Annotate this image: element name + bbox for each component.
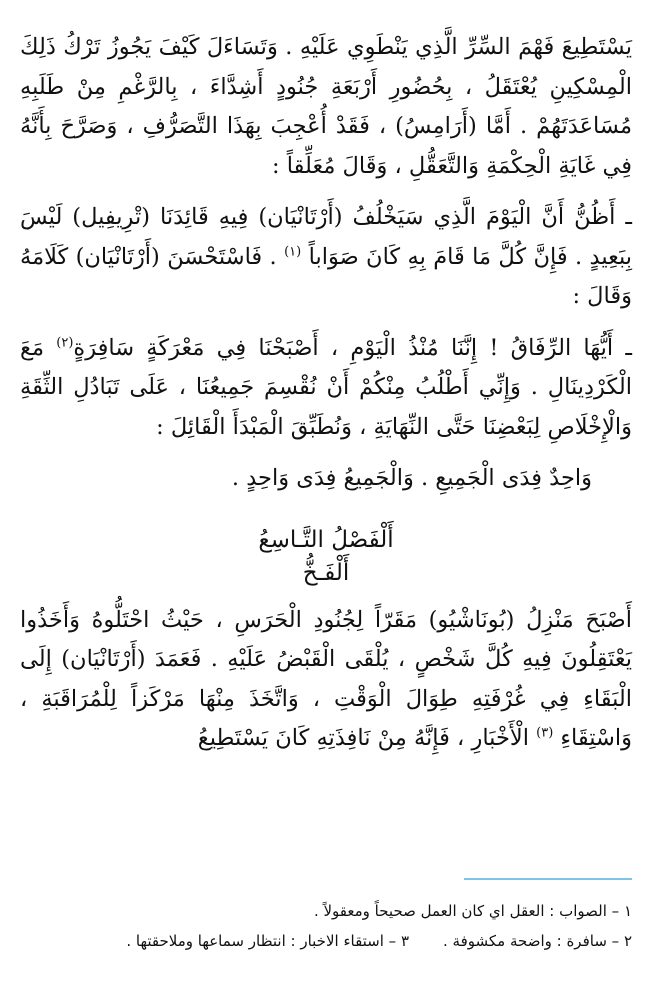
paragraph-3-text: ـ أَيُّهَا الرِّفَاقُ ! إِنَّنَا مُنْذُ الْيَوْمِ ، أَصْبَحْنَا فِي مَعْرَكَةٍ سَافِرَةٍ	[73, 334, 632, 361]
chapter-title: أَلْفَصْلُ التَّـاسِعُ	[258, 526, 394, 553]
paragraph-2	[20, 198, 632, 317]
paragraph-2-text: ـ أَظُنُّ أَنَّ الْيَوْمَ الَّذِي سَيَخْلُفُ (أَرْتَانْيَان) فِيهِ قَائِدَنَا (تْرِيفِيل) لَيْسَ بِبَعِيدٍ . فَإِنَّ كُلَّ مَا قَامَ بِهِ كَانَ صَوَاباً	[20, 204, 633, 270]
paragraph-5	[20, 601, 632, 759]
footnote-ref-1: (١)	[284, 244, 302, 259]
paragraph-5-text: أَصْبَحَ مَنْزِلُ (بُونَاشْيُو) مَقَرّاً لِجُنُودِ الْحَرَسِ ، حَيْثُ احْتَلُّوهُ وَأَخَذُوا يَعْتَقِلُونَ فِيهِ كُلَّ شَخْصٍ ، يُلْقَى الْقَبْضُ عَلَيْهِ . فَعَمَدَ (أَرْتَانْيَان) إِلَى الْبَقَاءِ فِي غُرْفَتِهِ طِوَالَ الْوَقْتِ ، وَاتَّخَذَ مِنْهَا مَرْكَزاً لِلْمُرَاقَبَةِ ، وَاسْتِقَاءِ	[20, 606, 632, 751]
paragraph-3	[20, 329, 632, 448]
paragraph-2-tail: . فَاسْتَحْسَنَ (أَرْتَانْيَان) كَلَامَهُ وَقَالَ :	[20, 243, 632, 309]
paragraph-3-tail: مَعَ الْكَرْدِينَالِ . وَإِنِّي أَطْلُبُ مِنْكُمْ أَنْ نُقْسِمَ جَمِيعُنَا ، عَلَى تَبَادُلِ الثِّقَةِ وَالْإِخْلَاصِ لِبَعْضِنَا حَتَّى النِّهَايَةِ ، وَنُطَبِّقَ الْمَبْدَأَ الْقَائِلَ :	[20, 334, 632, 440]
paragraph-5-tail: الْأَخْبَارِ ، فَإِنَّهُ مِنْ نَافِذَتِهِ كَانَ يَسْتَطِيعُ	[197, 725, 529, 751]
chapter-subtitle: أَلْفَـخُّ	[302, 559, 350, 586]
footnote-row-2	[20, 926, 632, 956]
footnote-separator	[464, 878, 632, 880]
paragraph-1: يَسْتَطِيعَ فَهْمَ السِّرِّ الَّذِي يَنْطَوِي عَلَيْهِ . وَتَسَاءَلَ كَيْفَ يَجُوزُ تَرْكُ ذَلِكَ الْمِسْكِينِ يُعْتَقَلُ ، بِحُضُورِ أَرْبَعَةِ جُنُودٍ أَشِدَّاءَ ، بِالرَّغْمِ مِنْ طَلَبِهِ مُسَاعَدَتَهُمْ . أَمَّا (أَرَامِسُ) ، فَقَدْ أُعْجِبَ بِهَذَا التَّصَرُّفِ ، وَصَرَّحَ بِأَنَّهُ فِي غَايَةِ الْحِكْمَةِ وَالتَّعَقُّلِ ، وَقَالَ مُعَلِّقاً :	[20, 34, 632, 179]
footnote-ref-3: (٣)	[536, 725, 554, 741]
motto-line: وَاحِدٌ فِدَى الْجَمِيعِ . وَالْجَمِيعُ فِدَى وَاحِدٍ .	[231, 465, 592, 491]
book-page	[20, 28, 632, 988]
footnote-3: ٣ – استقاء الاخبار : انتظار سماعها وملاحقتها .	[126, 932, 410, 950]
footnotes	[20, 896, 632, 956]
footnote-ref-2: (٢)	[56, 335, 74, 350]
footnote-1: ١ – الصواب : العقل اي كان العمل صحيحاً ومعقولاً .	[313, 902, 632, 920]
footnote-2: ٢ – سافرة : واضحة مكشوفة .	[443, 932, 632, 950]
